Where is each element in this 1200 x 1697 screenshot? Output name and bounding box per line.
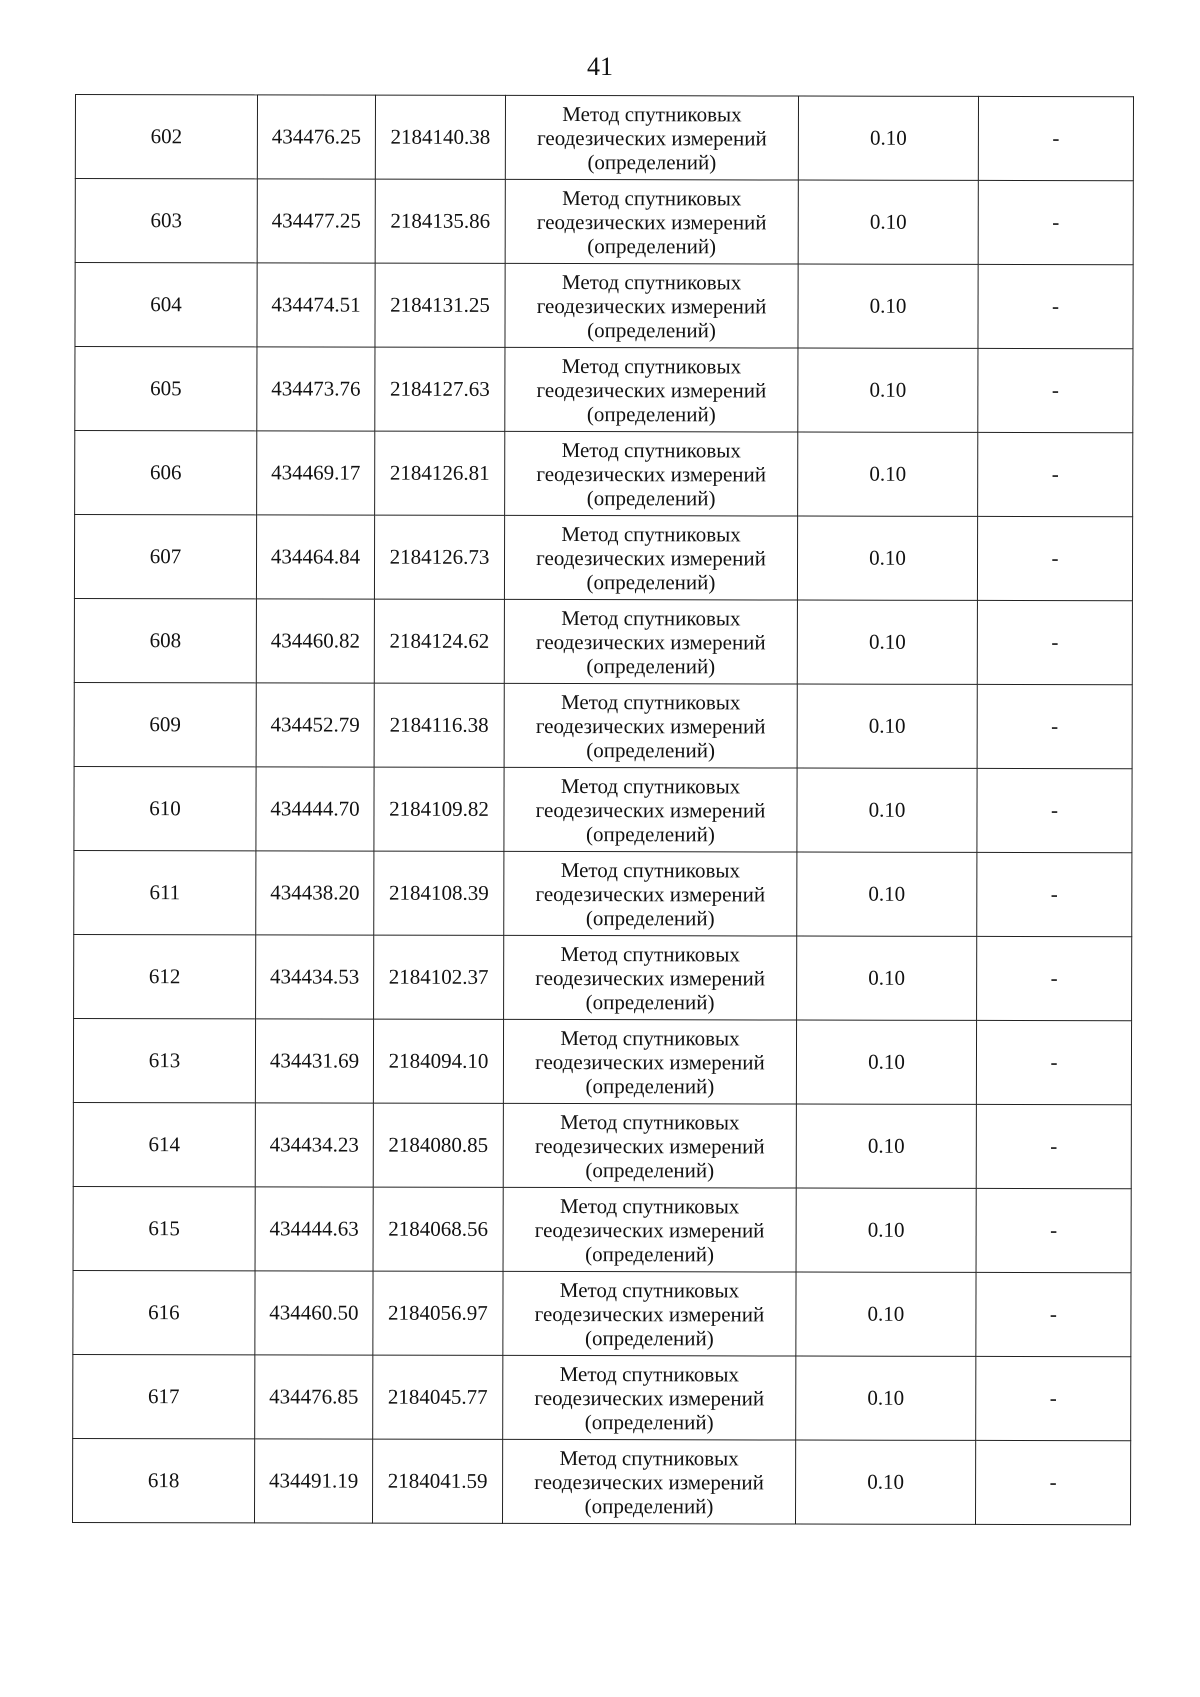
dash-cell: - [978,96,1133,180]
dash-cell: - [977,936,1132,1020]
method-line-1: Метод спутниковых [559,1277,740,1302]
method-line-1: Метод спутниковых [562,101,742,126]
table-row [74,934,1132,1020]
method-cell [503,1439,796,1524]
method-cell [504,599,797,684]
method-cell [503,1019,796,1104]
method-cell [505,95,798,180]
method-line-3: (определений) [586,653,716,678]
point-number-cell: 613 [73,1018,255,1102]
y-coordinate-cell: 2184109.82 [374,767,504,851]
y-coordinate-cell: 2184126.81 [375,431,505,515]
method-line-3: (определений) [586,569,716,594]
method-cell [505,431,798,516]
method-line-1: Метод спутниковых [561,605,741,630]
method-line-2: геодезических измерений [536,209,767,234]
method-line-3: (определений) [585,1073,715,1098]
dash-cell: - [976,1020,1131,1104]
point-number-cell: 602 [75,95,257,179]
point-number-cell: 618 [73,1438,255,1522]
method-line-3: (определений) [585,1241,714,1266]
point-number-cell: 608 [74,598,256,682]
point-number-cell: 611 [74,850,256,934]
table-row [73,1354,1131,1440]
dash-cell: - [976,1440,1131,1524]
dash-cell: - [978,180,1133,264]
table-row [74,682,1132,768]
method-line-1: Метод спутниковых [560,773,741,798]
y-coordinate-cell: 2184041.59 [373,1439,503,1523]
method-line-1: Метод спутниковых [559,1193,740,1218]
y-coordinate-cell: 2184094.10 [373,1019,503,1103]
method-cell [504,935,797,1020]
method-line-1: Метод спутниковых [561,269,742,294]
point-number-cell: 610 [74,766,256,850]
method-line-3: (определений) [587,233,717,258]
x-coordinate-cell: 434434.53 [256,935,374,1019]
y-coordinate-cell: 2184068.56 [373,1187,503,1271]
method-line-1: Метод спутниковых [560,857,741,882]
y-coordinate-cell: 2184124.62 [374,599,504,683]
dash-cell: - [976,1104,1131,1188]
method-line-2: геодезических измерений [535,713,766,738]
method-cell [503,1355,796,1440]
dash-cell: - [978,348,1133,432]
table-row [75,179,1133,265]
x-coordinate-cell: 434469.17 [257,431,375,515]
x-coordinate-cell: 434474.51 [257,263,375,347]
x-coordinate-cell: 434460.50 [255,1271,373,1355]
method-line-2: геодезических измерений [536,377,767,402]
x-coordinate-cell: 434434.23 [255,1103,373,1187]
method-cell [504,851,797,936]
dash-cell: - [977,852,1132,936]
method-line-1: Метод спутниковых [561,353,742,378]
accuracy-cell: 0.10 [797,516,977,600]
point-number-cell: 603 [75,179,257,263]
accuracy-cell: 0.10 [796,1188,976,1272]
table-row [74,598,1132,684]
method-line-1: Метод спутниковых [560,1109,740,1134]
y-coordinate-cell: 2184140.38 [375,95,505,179]
page-number: 41 [587,52,613,81]
method-line-2: геодезических измерений [534,1469,764,1494]
method-line-2: геодезических измерений [536,461,767,486]
accuracy-cell: 0.10 [798,348,978,432]
dash-cell: - [976,1356,1131,1440]
method-line-2: геодезических измерений [536,629,766,654]
dash-cell: - [977,768,1132,852]
method-line-3: (определений) [585,905,715,930]
y-coordinate-cell: 2184056.97 [373,1271,503,1355]
method-cell [505,179,798,264]
dash-cell: - [976,1188,1131,1272]
y-coordinate-cell: 2184131.25 [375,263,505,347]
x-coordinate-cell: 434438.20 [256,851,374,935]
method-line-1: Метод спутниковых [559,1361,740,1386]
x-coordinate-cell: 434464.84 [256,515,374,599]
method-line-2: геодезических измерений [535,965,766,990]
method-line-3: (определений) [585,989,715,1014]
y-coordinate-cell: 2184045.77 [373,1355,503,1439]
table-row [74,850,1132,936]
x-coordinate-cell: 434444.63 [255,1187,373,1271]
accuracy-cell: 0.10 [798,432,978,516]
method-cell [505,263,798,348]
y-coordinate-cell: 2184080.85 [373,1103,503,1187]
point-number-cell: 607 [74,515,256,599]
method-line-3: (определений) [586,401,716,426]
dash-cell: - [976,1272,1131,1356]
table-row [75,263,1133,349]
y-coordinate-cell: 2184102.37 [374,935,504,1019]
method-line-3: (определений) [584,1409,714,1434]
table-row [73,1270,1131,1356]
method-line-1: Метод спутниковых [559,1445,739,1470]
method-line-3: (определений) [585,1157,715,1182]
y-coordinate-cell: 2184126.73 [374,515,504,599]
table-row [73,1018,1131,1104]
x-coordinate-cell: 434444.70 [256,767,374,851]
point-number-cell: 616 [73,1270,255,1354]
x-coordinate-cell: 434431.69 [255,1019,373,1103]
method-cell [503,1103,796,1188]
dash-cell: - [977,684,1132,768]
method-line-2: геодезических измерений [536,293,767,318]
method-line-2: геодезических измерений [534,1217,765,1242]
y-coordinate-cell: 2184127.63 [375,347,505,431]
method-line-1: Метод спутниковых [561,521,741,546]
method-line-3: (определений) [587,317,716,342]
x-coordinate-cell: 434476.25 [257,95,375,179]
table-row [75,431,1133,517]
method-cell [504,515,797,600]
method-line-2: геодезических измерений [534,1133,765,1158]
table-row [74,766,1132,852]
y-coordinate-cell: 2184135.86 [375,179,505,263]
accuracy-cell: 0.10 [797,936,977,1020]
accuracy-cell: 0.10 [797,768,977,852]
method-line-2: геодезических измерений [535,797,766,822]
method-line-2: геодезических измерений [534,1385,765,1410]
x-coordinate-cell: 434452.79 [256,683,374,767]
y-coordinate-cell: 2184108.39 [374,851,504,935]
method-line-2: геодезических измерений [534,1301,765,1326]
table-row [75,95,1133,181]
accuracy-cell: 0.10 [796,1020,976,1104]
dash-cell: - [978,432,1133,516]
method-cell [505,347,798,432]
dash-cell: - [978,264,1133,348]
x-coordinate-cell: 434473.76 [257,347,375,431]
x-coordinate-cell: 434491.19 [255,1439,373,1523]
method-line-2: геодезических измерений [535,1049,765,1074]
table-row [73,1438,1131,1524]
method-cell [503,1187,796,1272]
point-number-cell: 604 [75,263,257,347]
method-cell [504,767,797,852]
accuracy-cell: 0.10 [797,684,977,768]
x-coordinate-cell: 434476.85 [255,1355,373,1439]
table-row [73,1186,1131,1272]
method-line-1: Метод спутниковых [562,185,742,210]
x-coordinate-cell: 434460.82 [256,599,374,683]
point-number-cell: 605 [75,347,257,431]
accuracy-cell: 0.10 [796,1272,976,1356]
dash-cell: - [977,600,1132,684]
method-line-2: геодезических измерений [535,881,766,906]
table-row [74,515,1132,601]
point-number-cell: 614 [73,1102,255,1186]
method-line-1: Метод спутниковых [561,689,741,714]
method-line-3: (определений) [586,821,715,846]
x-coordinate-cell: 434477.25 [257,179,375,263]
method-line-3: (определений) [586,485,716,510]
dash-cell: - [977,516,1132,600]
accuracy-cell: 0.10 [798,180,978,264]
method-line-1: Метод спутниковых [560,1025,740,1050]
point-number-cell: 609 [74,682,256,766]
table-row [73,1102,1131,1188]
point-number-cell: 606 [75,431,257,515]
accuracy-cell: 0.10 [797,852,977,936]
method-cell [504,683,797,768]
coordinates-table [72,94,1134,1525]
method-line-2: геодезических измерений [537,125,767,150]
table-body [73,95,1134,1525]
accuracy-cell: 0.10 [798,96,978,180]
table-row [75,347,1133,433]
y-coordinate-cell: 2184116.38 [374,683,504,767]
method-line-3: (определений) [586,737,716,762]
method-line-1: Метод спутниковых [560,941,740,966]
accuracy-cell: 0.10 [796,1440,976,1524]
point-number-cell: 615 [73,1186,255,1270]
method-line-3: (определений) [584,1493,714,1518]
method-line-3: (определений) [584,1325,714,1350]
method-line-1: Метод спутниковых [561,437,741,462]
method-line-3: (определений) [587,149,717,174]
accuracy-cell: 0.10 [798,264,978,348]
method-line-2: геодезических измерений [536,545,766,570]
method-cell [503,1271,796,1356]
accuracy-cell: 0.10 [796,1356,976,1440]
point-number-cell: 617 [73,1354,255,1438]
accuracy-cell: 0.10 [797,600,977,684]
accuracy-cell: 0.10 [796,1104,976,1188]
point-number-cell: 612 [74,934,256,1018]
